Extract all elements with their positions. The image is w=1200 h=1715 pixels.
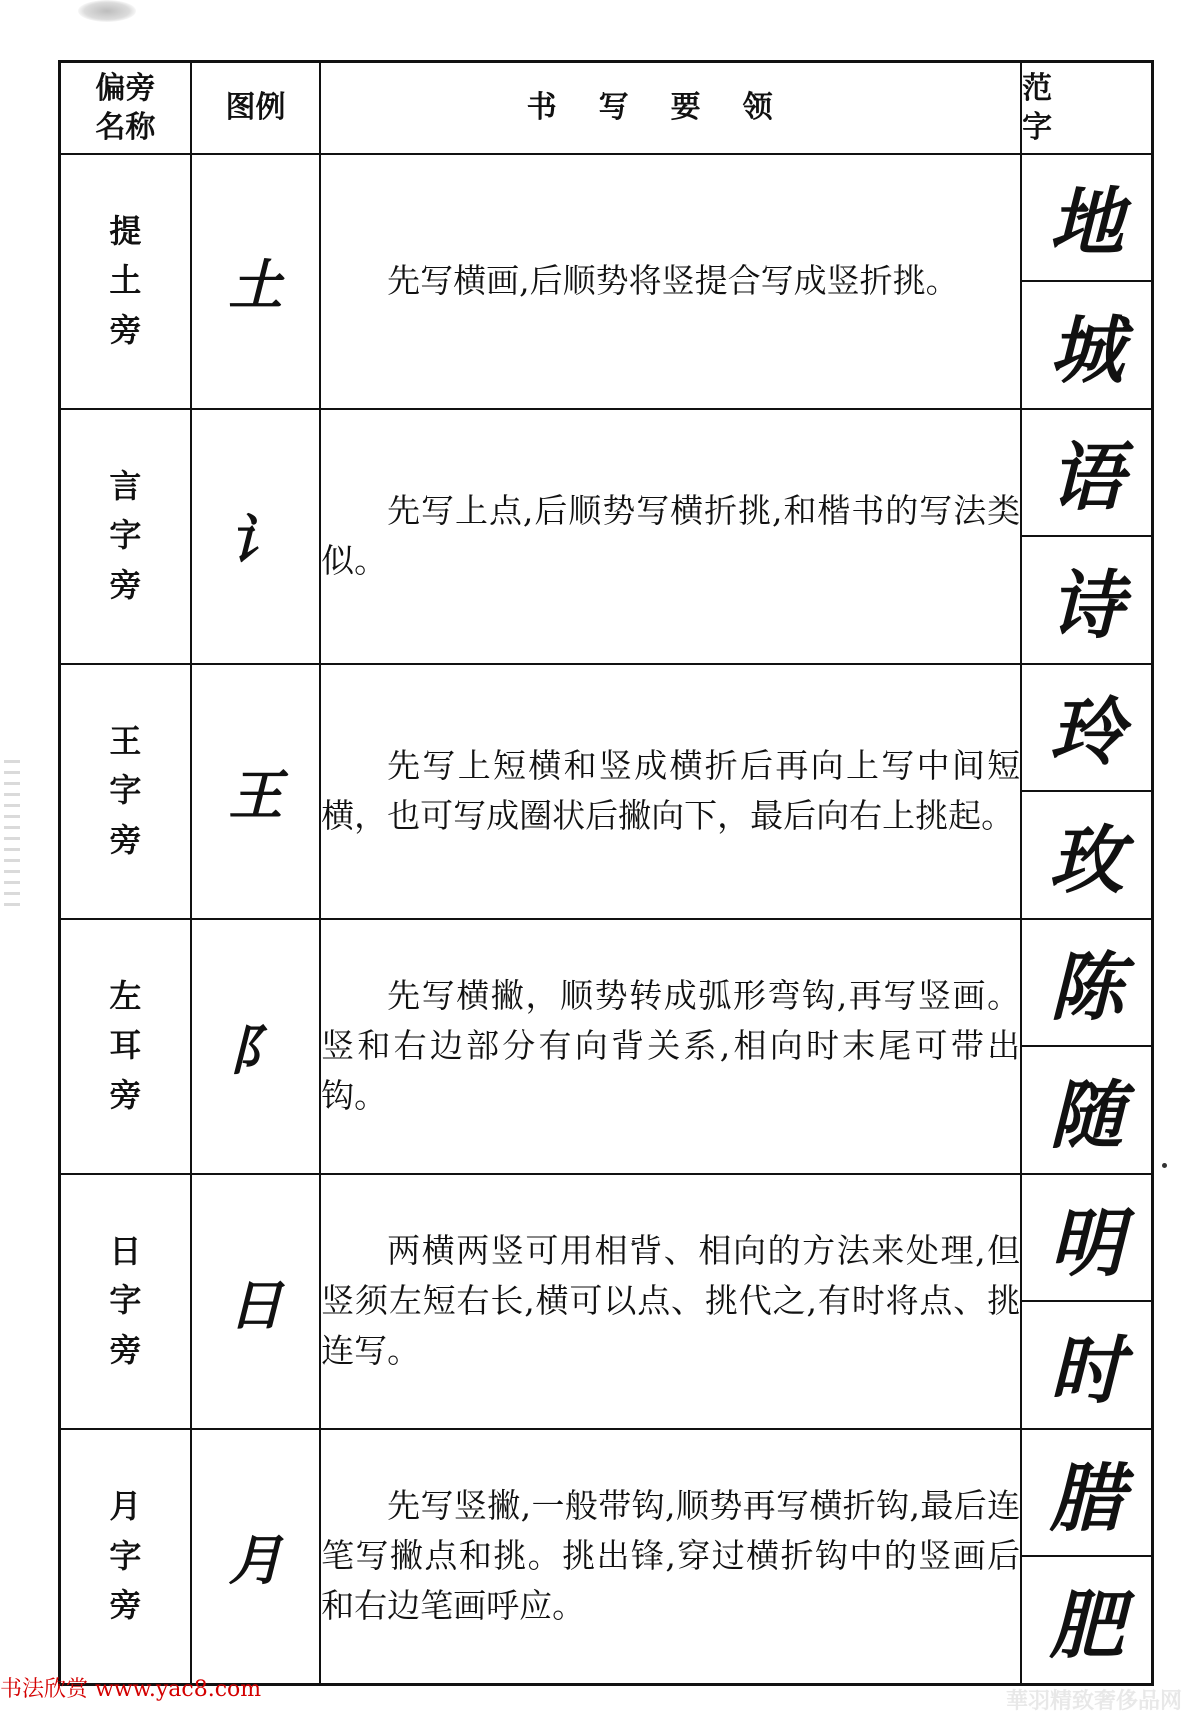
radical-name xyxy=(60,1429,191,1685)
ink-dot xyxy=(1162,1163,1167,1168)
sample-character: 语 xyxy=(1021,409,1152,537)
radical-name-char: 旁 xyxy=(109,565,142,604)
radical-name-char: 旁 xyxy=(109,1331,142,1370)
radical-figure: 日 xyxy=(191,1174,320,1429)
header-radical-name-line1: 偏旁 xyxy=(95,70,156,106)
radical-name-char: 旁 xyxy=(109,1586,142,1625)
header-radical-name xyxy=(60,62,191,154)
writing-guidance-text: 先写横画,后顺势将竖提合写成竖折挑。 xyxy=(387,260,959,300)
radical-name-char: 旁 xyxy=(109,310,142,349)
radical-name-char: 旁 xyxy=(109,820,142,859)
header-figure: 图例 xyxy=(191,62,320,154)
sample-character: 玫 xyxy=(1021,791,1152,919)
writing-guidance-text: 两横两竖可用相背、相向的方法来处理,但竖须左短右长,横可以点、挑代之,有时将点、挑连写。 xyxy=(321,1231,1021,1371)
radical-name-char: 王 xyxy=(109,721,142,760)
table-row xyxy=(60,409,1153,537)
writing-guidance-cell xyxy=(320,919,1021,1174)
writing-guidance-text: 先写横撇，顺势转成弧形弯钩,再写竖画。竖和右边部分有向背关系,相向时末尾可带出钩。 xyxy=(321,975,1021,1116)
writing-guidance-cell xyxy=(320,1174,1021,1429)
writing-guidance-text: 先写竖撇,一般带钩,顺势再写横折钩,最后连笔写撇点和挑。挑出锋,穿过横折钩中的竖画后和右边笔画呼应。 xyxy=(321,1486,1021,1626)
radical-name xyxy=(60,664,191,919)
radical-name xyxy=(60,1174,191,1429)
header-description: 书写要领 xyxy=(320,62,1021,154)
radical-name xyxy=(60,919,191,1174)
radical-name-char: 字 xyxy=(109,1281,142,1320)
footer-watermark-left: 书法欣赏 www.yac8.com xyxy=(0,1677,262,1702)
header-row xyxy=(60,62,1153,154)
radical-name xyxy=(60,409,191,664)
radical-name-char: 日 xyxy=(109,1231,142,1270)
radical-name-char: 旁 xyxy=(109,1076,142,1115)
writing-guidance-text: 先写上点,后顺势写横折挑,和楷书的写法类似。 xyxy=(321,490,1021,581)
header-radical-name-line2: 名称 xyxy=(95,109,156,145)
table-row xyxy=(60,919,1153,1047)
sample-character: 城 xyxy=(1021,281,1152,409)
radical-figure: 讠 xyxy=(191,409,320,664)
footer-watermark-right: 華羽精致奢侈品网 xyxy=(1005,1689,1182,1714)
radical-figure: 土 xyxy=(191,154,320,409)
sample-character: 地 xyxy=(1021,154,1152,282)
sample-character: 腊 xyxy=(1021,1429,1152,1557)
radical-name-char: 字 xyxy=(109,516,142,555)
radical-name-char: 字 xyxy=(109,771,142,810)
sample-character: 随 xyxy=(1021,1046,1152,1174)
scan-artifact xyxy=(78,0,136,22)
radical-name-char: 月 xyxy=(109,1487,142,1526)
scan-speckle xyxy=(4,760,20,910)
radical-figure: 阝 xyxy=(191,919,320,1174)
sample-character: 明 xyxy=(1021,1174,1152,1302)
radical-name-char: 字 xyxy=(109,1536,142,1575)
sample-character: 陈 xyxy=(1021,919,1152,1047)
radical-figure: 王 xyxy=(191,664,320,919)
table-row xyxy=(60,1429,1153,1557)
sample-character: 时 xyxy=(1021,1301,1152,1429)
radical-name-char: 耳 xyxy=(109,1026,142,1065)
table-row xyxy=(60,664,1153,792)
writing-guidance-cell xyxy=(320,409,1021,664)
table-row xyxy=(60,154,1153,282)
writing-guidance-cell xyxy=(320,1429,1021,1685)
radical-name-char: 左 xyxy=(109,976,142,1015)
radical-figure: 月 xyxy=(191,1429,320,1685)
radical-name-char: 言 xyxy=(109,466,142,505)
table-row xyxy=(60,1174,1153,1302)
radical-name xyxy=(60,154,191,409)
radical-name-char: 提 xyxy=(109,211,142,250)
writing-guidance-cell xyxy=(320,664,1021,919)
header-samples: 范字 xyxy=(1021,62,1152,154)
radical-table xyxy=(58,60,1154,1686)
writing-guidance-text: 先写上短横和竖成横折后再向上写中间短横，也可写成圈状后撇向下，最后向右上挑起。 xyxy=(321,746,1021,836)
sample-character: 诗 xyxy=(1021,536,1152,664)
writing-guidance-cell xyxy=(320,154,1021,409)
sample-character: 肥 xyxy=(1021,1556,1152,1684)
radical-name-char: 土 xyxy=(109,261,142,300)
sample-character: 玲 xyxy=(1021,664,1152,792)
